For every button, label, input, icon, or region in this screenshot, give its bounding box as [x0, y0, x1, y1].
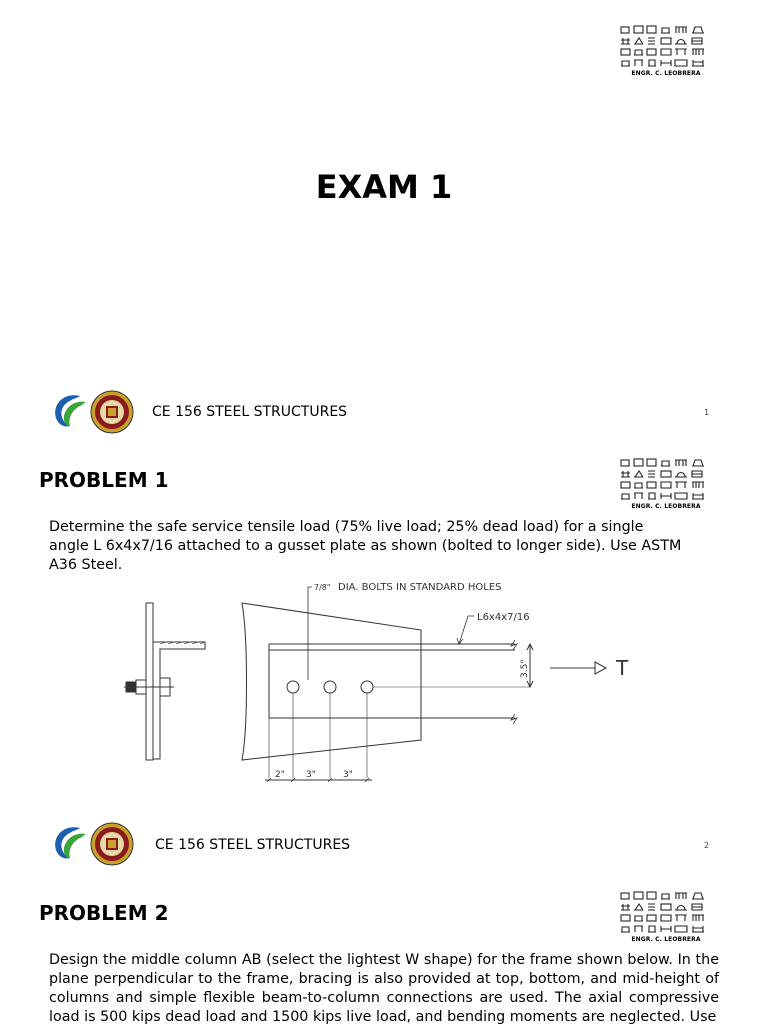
bolt-spacing-label: 3"	[343, 770, 353, 780]
bolt-hole	[287, 681, 299, 693]
page-title: EXAM 1	[315, 168, 453, 206]
problem-title: PROBLEM 1	[39, 468, 169, 492]
college-seal-icon	[90, 822, 134, 866]
header-logo	[620, 457, 712, 510]
page-number: 2	[704, 841, 710, 850]
slide-footer	[50, 390, 730, 434]
problem-statement: Design the middle column AB (select the lightest W shape) for the frame shown below. In the plane perpendicular to the frame, bracing is also provided at top, bottom, and mid-height of columns and simple flexible beam-to-column connections are used. The axial compressive load is 500 kips dead load and 1500 kips live load, and bending moments are neglected. Use	[49, 952, 719, 1025]
gusset-plate-side	[146, 603, 153, 760]
logo-caption: ENGR. C. LEOBRERA	[631, 936, 701, 943]
logo-caption: ENGR. C. LEOBRERA	[631, 70, 701, 77]
tension-label: T	[616, 656, 629, 680]
course-name: CE 156 STEEL STRUCTURES	[155, 837, 351, 853]
university-swoosh-logo-icon	[50, 822, 88, 862]
building-icons-grid-icon	[620, 24, 712, 70]
page-number: 1	[704, 408, 710, 417]
building-icons-grid-icon	[620, 890, 712, 936]
gage-dimension: 3.5"	[520, 659, 530, 678]
university-swoosh-logo-icon	[50, 390, 88, 430]
bolt-hole	[324, 681, 336, 693]
problem-title: PROBLEM 2	[39, 901, 169, 925]
problem-statement: Determine the safe service tensile load (75% live load; 25% dead load) for a single angle L 6x4x7/16 attached to a gusset plate as shown (bolted to longer side). Use ASTM A36 Steel.	[49, 519, 682, 573]
header-logo	[620, 890, 712, 943]
logo-caption: ENGR. C. LEOBRERA	[631, 503, 701, 510]
edge-distance-label: 2"	[275, 770, 285, 780]
building-icons-grid-icon	[620, 457, 712, 503]
bolt-note: DIA. BOLTS IN STANDARD HOLES	[338, 582, 502, 593]
slide-footer	[50, 822, 730, 866]
angle-label: L6x4x7/16	[477, 612, 530, 623]
college-seal-icon	[90, 390, 134, 434]
angle-section	[153, 642, 205, 759]
bolted-connection-diagram	[110, 578, 650, 788]
bolt-diameter-label: 7/8"	[314, 583, 331, 592]
bolt-hole	[361, 681, 373, 693]
header-logo	[620, 24, 712, 77]
bolt-spacing-label: 3"	[306, 770, 316, 780]
course-name: CE 156 STEEL STRUCTURES	[152, 404, 348, 420]
